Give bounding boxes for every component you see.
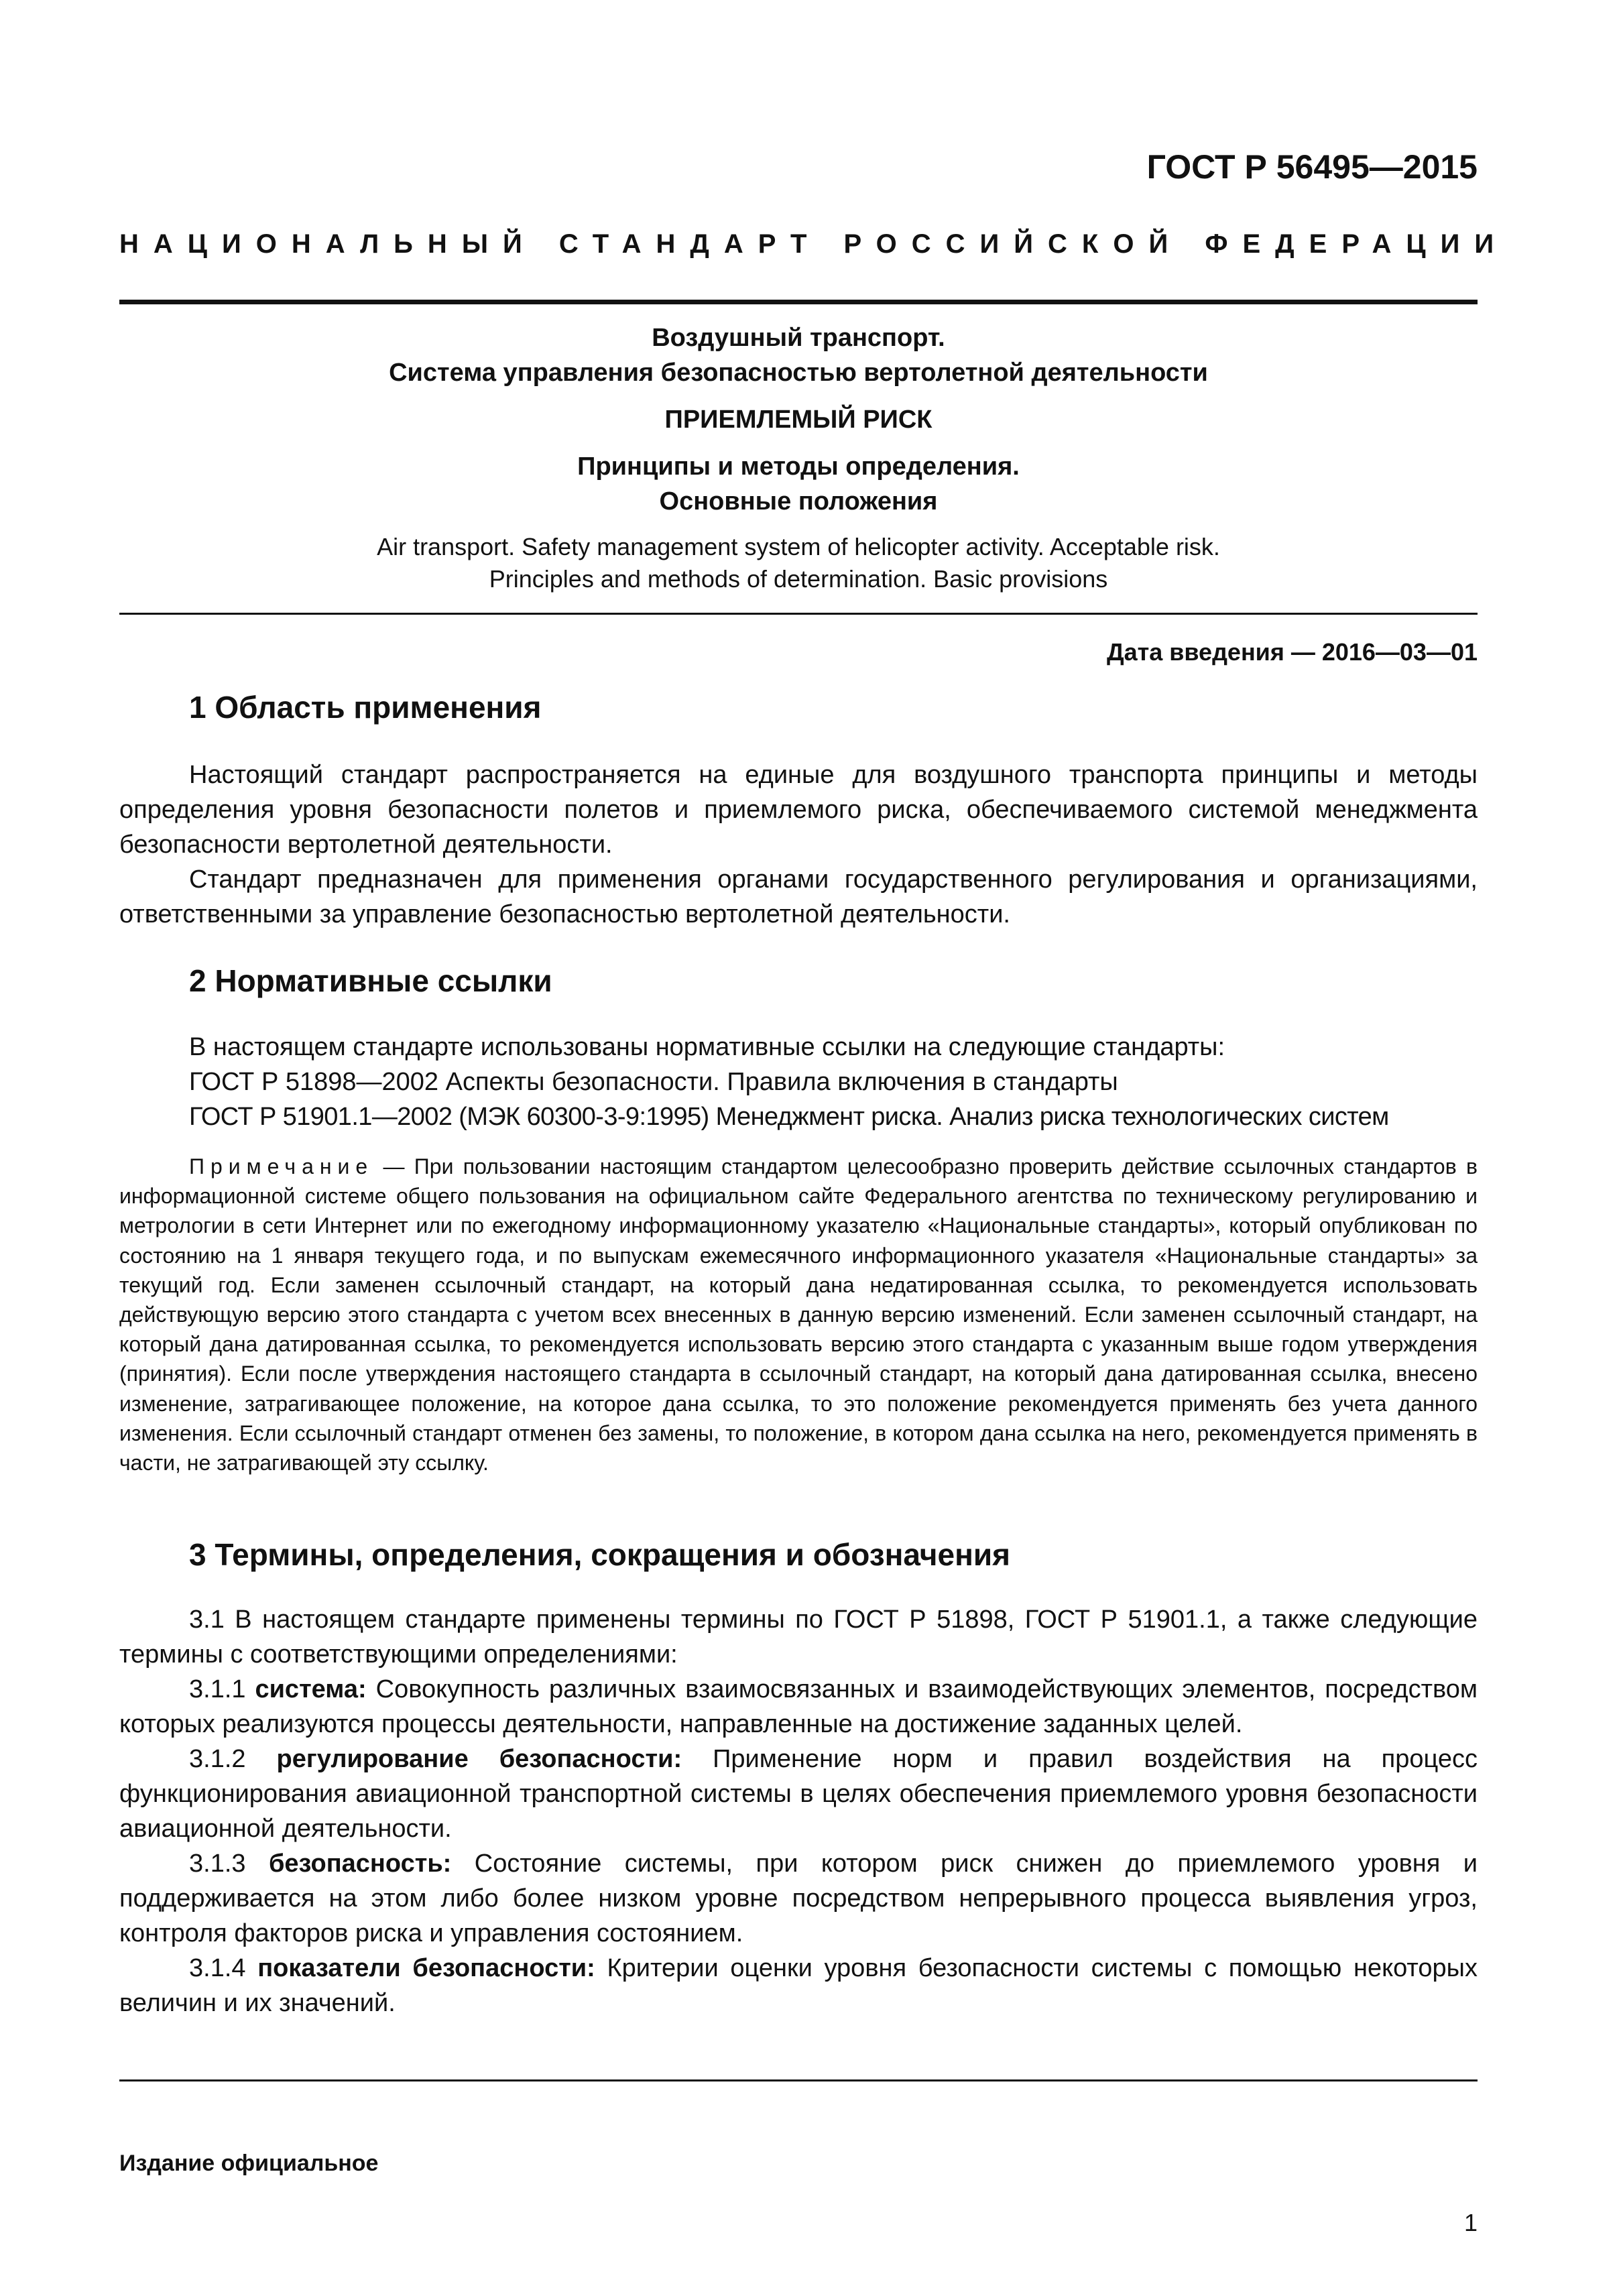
english-title-line-1: Air transport. Safety management system of helicopter activity. Acceptable risk. <box>377 533 1220 560</box>
introduction-date: Дата введения — 2016—03—01 <box>1106 638 1478 666</box>
document-page <box>119 0 1509 2296</box>
normative-reference-2: ГОСТ Р 51901.1—2002 (МЭК 60300-3-9:1995) Менеджмент риска. Анализ риска технологических систем <box>189 1103 1389 1131</box>
national-standard-title: НАЦИОНАЛЬНЫЙ СТАНДАРТ РОССИЙСКОЙ ФЕДЕРАЦИИ <box>119 229 1509 259</box>
term-number: 3.1.4 <box>189 1954 258 1982</box>
section-2-heading: 2 Нормативные ссылки <box>189 963 552 998</box>
title-gap <box>119 390 1478 402</box>
page-number: 1 <box>1463 2209 1478 2236</box>
section-2-line-1: В настоящем стандарте использованы нормативные ссылки на следующие стандарты: <box>189 1033 1225 1061</box>
term-definition: Состояние системы, при котором риск снижен до приемлемого уровня и поддерживается на этом либо более низком уровне посредством непрерывного процесса выявления угроз, контроля факторов риска и управления состоянием. <box>119 1850 1478 1947</box>
section-1-paragraph-2: Стандарт предназначен для применения органами государственного регулирования и организациями, ответственными за управление безопасностью вертолетной деятельности. <box>119 865 1478 928</box>
term-name: регулирование безопасности: <box>276 1745 682 1773</box>
header-rule <box>119 300 1478 304</box>
term-number: 3.1.1 <box>189 1675 255 1703</box>
term-name: система: <box>255 1675 367 1703</box>
term-3-1-2 <box>119 1742 1478 1846</box>
title-rule <box>119 613 1478 615</box>
term-3-1-1 <box>119 1672 1478 1742</box>
title-gap <box>119 437 1478 449</box>
note-label: Примечание <box>189 1154 374 1179</box>
section-1-paragraph-1: Настоящий стандарт распространяется на единые для воздушного транспорта принципы и методы определения уровня безопасности полетов и приемлемого риска, обеспечиваемого системой менеджмента безопасности вертолетной деятельности. <box>119 761 1478 859</box>
term-3-1-3 <box>119 1846 1478 1951</box>
footer-rule <box>119 2079 1478 2081</box>
term-number: 3.1.2 <box>189 1745 277 1773</box>
title-line-5: Основные положения <box>659 487 938 516</box>
section-2-note <box>119 1152 1478 1477</box>
english-title-line-2: Principles and methods of determination. Basic provisions <box>489 565 1108 593</box>
title-line-4: Принципы и методы определения. <box>577 452 1020 481</box>
section-3-heading: 3 Термины, определения, сокращения и обозначения <box>189 1537 1010 1572</box>
section-3-1-paragraph: 3.1 В настоящем стандарте применены термины по ГОСТ Р 51898, ГОСТ Р 51901.1, а также следующие термины с соответствующими определениями: <box>119 1606 1478 1669</box>
title-line-1: Воздушный транспорт. <box>652 324 945 352</box>
standard-designation: ГОСТ Р 56495—2015 <box>1146 148 1478 186</box>
title-line-2: Система управления безопасностью вертолетной деятельности <box>389 359 1208 387</box>
title-line-3: ПРИЕМЛЕМЫЙ РИСК <box>664 406 933 434</box>
term-name: безопасность: <box>268 1850 452 1878</box>
note-text: — При пользовании настоящим стандартом целесообразно проверить действие ссылочных стандартов в информационной системе общего пользования на официальном сайте Федерального агентства по техническому регулированию и метрологии в сети Интернет или по ежегодному информационному указателю «Национальные стандарты», который опубликован по состоянию на 1 января текущего года, и по выпускам ежемесячного информационного указателя «Национальные стандарты» за текущий год. Если заменен ссылочный стандарт, на который дана недатированная ссылка, то рекомендуется использовать действующую версию этого стандарта с учетом всех внесенных в данную версию изменений. Если заменен ссылочный стандарт, на который дана датированная ссылка, то рекомендуется использовать версию этого стандарта с указанным выше годом утверждения (принятия). Если после утверждения настоящего стандарта в ссылочный стандарт, на который дана датированная ссылка, внесено изменение, затрагивающее положение, на которое дана ссылка, то это положение рекомендуется применять без учета данного изменения. Если ссылочный стандарт отменен без замены, то положение, в котором дана ссылка на него, рекомендуется применять в части, не затрагивающей эту ссылку. <box>119 1154 1478 1475</box>
term-definition: Совокупность различных взаимосвязанных и взаимодействующих элементов, посредством которых реализуются процессы деятельности, направленные на достижение заданных целей. <box>119 1675 1478 1738</box>
section-1-heading: 1 Область применения <box>189 690 542 725</box>
title-gap <box>119 519 1478 531</box>
term-number: 3.1.3 <box>189 1850 269 1878</box>
term-definition: Критерии оценки уровня безопасности системы с помощью некоторых величин и их значений. <box>119 1954 1478 2017</box>
title-block <box>119 320 1478 595</box>
official-edition-label: Издание официальное <box>119 2151 379 2176</box>
normative-reference-1: ГОСТ Р 51898—2002 Аспекты безопасности. Правила включения в стандарты <box>189 1068 1118 1096</box>
term-definition: Применение норм и правил воздействия на процесс функционирования авиационной транспортной системы в целях обеспечения приемлемого уровня безопасности авиационной деятельности. <box>119 1745 1478 1843</box>
term-3-1-4 <box>119 1951 1478 2020</box>
term-name: показатели безопасности: <box>257 1954 595 1982</box>
